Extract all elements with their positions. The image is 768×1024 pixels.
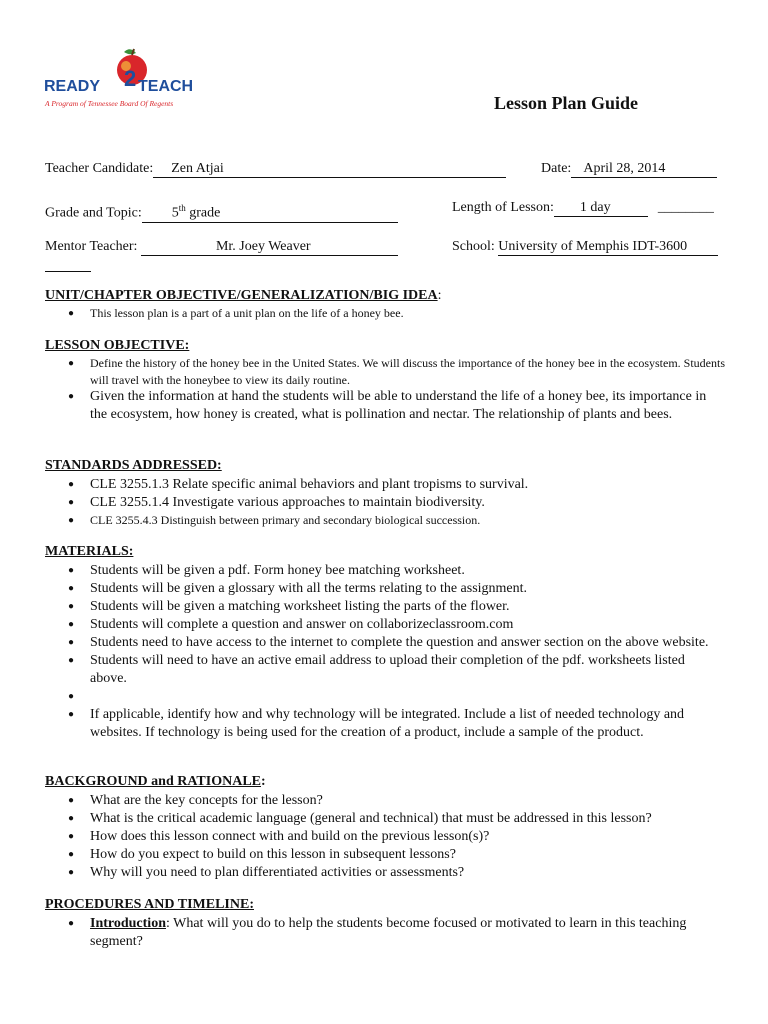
mentor-continuation-line <box>45 271 91 272</box>
standards-list <box>45 476 725 512</box>
list-item: ● Students need to have access to the internet to complete the question and answer section on the above website. <box>45 634 725 652</box>
teacher-value: Zen Atjai <box>153 161 506 178</box>
grade-word: grade <box>189 205 221 221</box>
list-item: ● Students will be given a glossary with all the terms relating to the assignment. <box>45 580 725 598</box>
ready2teach-logo <box>44 44 194 114</box>
standards-list-2 <box>45 512 725 529</box>
school-field <box>452 239 718 256</box>
list-item: ● Students will complete a question and answer on collaborizeclassroom.com <box>45 616 725 634</box>
list-item: ● CLE 3255.1.4 Investigate various approaches to maintain biodiversity. <box>45 494 725 512</box>
list-item: ● Given the information at hand the students will be able to understand the life of a honey bee, its importance in the ecosystem, how honey is created, what is pollination and nectar. The relationship of plants and bees. <box>45 388 725 424</box>
logo-graphic <box>44 44 194 114</box>
list-item: ● Define the history of the honey bee in the United States. We will discuss the importance of the honey bee in the ecosystem. Students will travel with the honeybee to view its daily routine. <box>45 355 725 389</box>
unit-objective-heading <box>45 288 442 304</box>
grade-superscript: th <box>178 203 186 213</box>
logo-text-2: 2 <box>124 66 137 91</box>
lesson-objective-heading: LESSON OBJECTIVE: <box>45 338 190 353</box>
background-heading <box>45 774 266 790</box>
materials-list <box>45 562 725 742</box>
standards-heading: STANDARDS ADDRESSED: <box>45 458 222 473</box>
unit-heading-colon: : <box>437 288 442 303</box>
list-item: ● Students will need to have an active email address to upload their completion of the pdf. worksheets listed above. <box>45 652 725 688</box>
list-item: ● How do you expect to build on this lesson in subsequent lessons? <box>45 846 725 864</box>
mentor-label: Mentor Teacher: <box>45 239 138 254</box>
grade-value <box>142 200 398 223</box>
list-item: ● If applicable, identify how and why technology will be integrated. Include a list of needed technology and websites. If technology is being used for the creation of a product, include a sample of the product. <box>45 706 725 742</box>
teacher-candidate-field <box>45 161 506 178</box>
school-label: School: <box>452 239 495 254</box>
length-blank: ________ <box>657 200 714 215</box>
teacher-label: Teacher Candidate: <box>45 161 154 176</box>
school-value: University of Memphis IDT-3600 <box>498 239 718 256</box>
lesson-objective-list <box>45 355 725 389</box>
grade-label: Grade and Topic: <box>45 205 142 221</box>
logo-text-ready: READY <box>44 78 101 95</box>
background-list <box>45 792 725 882</box>
background-heading-colon: : <box>261 774 266 789</box>
grade-topic-field <box>45 200 398 223</box>
length-value: 1 day <box>554 200 648 217</box>
list-item: ● Students will be given a matching worksheet listing the parts of the flower. <box>45 598 725 616</box>
list-item: ● What are the key concepts for the lesson? <box>45 792 725 810</box>
materials-heading: MATERIALS: <box>45 544 134 559</box>
date-label: Date: <box>541 161 572 176</box>
length-field <box>452 200 714 217</box>
list-item <box>45 915 725 951</box>
date-value: April 28, 2014 <box>571 161 717 178</box>
list-item: ● Students will be given a pdf. Form honey bee matching worksheet. <box>45 562 725 580</box>
list-item-empty <box>45 688 725 706</box>
list-item: ● Why will you need to plan differentiated activities or assessments? <box>45 864 725 882</box>
introduction-label: Introduction <box>90 916 166 931</box>
background-heading-text: BACKGROUND and RATIONALE <box>45 774 261 789</box>
unit-heading-text: UNIT/CHAPTER OBJECTIVE/GENERALIZATION/BIG IDEA <box>45 288 438 303</box>
list-item: ● How does this lesson connect with and build on the previous lesson(s)? <box>45 828 725 846</box>
introduction-text: : What will you do to help the students become focused or motivated to learn in this teaching segment? <box>90 916 687 949</box>
procedures-heading: PROCEDURES AND TIMELINE: <box>45 897 254 912</box>
logo-text-teach: TEACH <box>138 78 194 95</box>
length-label: Length of Lesson: <box>452 200 554 215</box>
lesson-objective-list-2 <box>45 388 725 424</box>
page-title: Lesson Plan Guide <box>494 93 639 113</box>
mentor-value: Mr. Joey Weaver <box>141 239 398 256</box>
mentor-teacher-field <box>45 239 398 256</box>
unit-objective-list <box>45 305 725 322</box>
grade-number: 5 <box>171 205 179 221</box>
list-item: ● This lesson plan is a part of a unit plan on the life of a honey bee. <box>45 305 725 322</box>
procedures-list <box>45 915 725 951</box>
list-item: ● What is the critical academic language (general and technical) that must be addressed in this lesson? <box>45 810 725 828</box>
list-item: ● CLE 3255.1.3 Relate specific animal behaviors and plant tropisms to survival. <box>45 476 725 494</box>
list-item: ● CLE 3255.4.3 Distinguish between primary and secondary biological succession. <box>45 512 725 529</box>
logo-tagline: A Program of Tennessee Board Of Regents <box>45 99 174 108</box>
date-field <box>541 161 717 178</box>
